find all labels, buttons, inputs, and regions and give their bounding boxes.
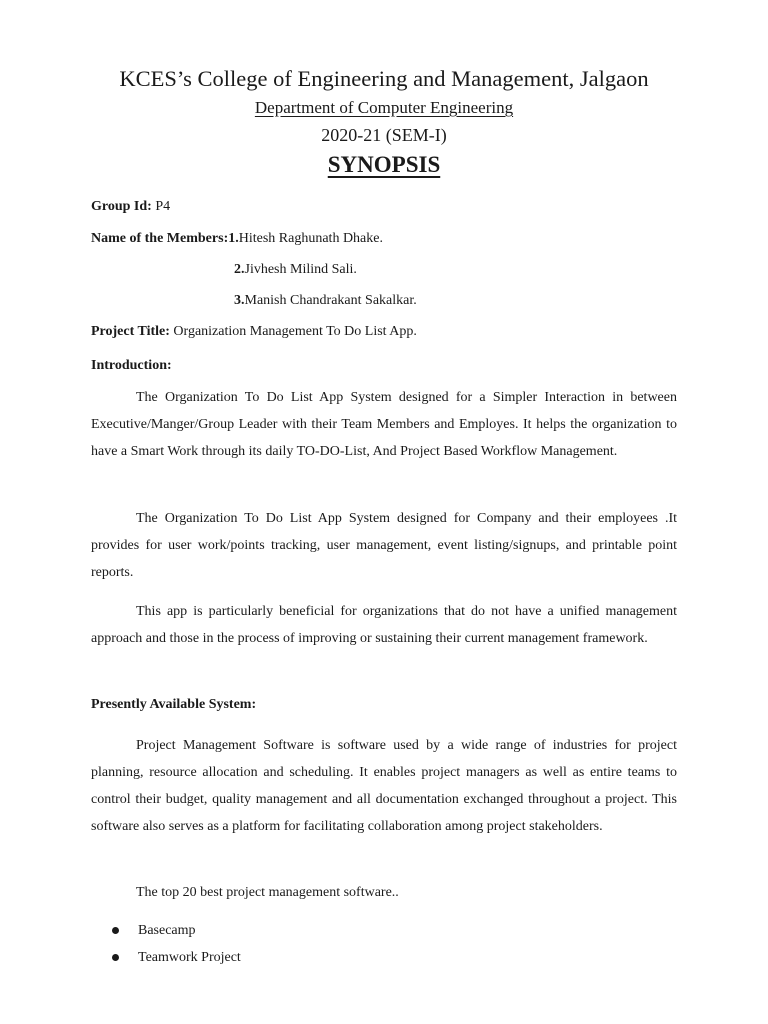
college-name: KCES’s College of Engineering and Management, Jalgaon bbox=[119, 66, 649, 91]
member-number: 2. bbox=[234, 262, 245, 277]
group-id-value: P4 bbox=[155, 199, 171, 214]
present-system-heading: Presently Available System: bbox=[91, 697, 257, 712]
list-intro: The top 20 best project management software.. bbox=[136, 885, 399, 900]
intro-paragraph-3: This app is particularly beneficial for organizations that do not have a unified management approach and those in the process of improving or sustaining their current management framework. bbox=[91, 604, 677, 646]
members-label: Name of the Members: bbox=[91, 231, 229, 246]
present-system-paragraph: Project Management Software is software used by a wide range of industries for project planning, resource allocation and scheduling. It enables project managers as well as entire teams to control their budget, quality management and all documentation exchanged throughout a project. This software also serves as a platform for facilitating collaboration among project stakeholders. bbox=[91, 738, 677, 834]
members-line-2 bbox=[234, 262, 357, 278]
academic-year: 2020-21 (SEM-I) bbox=[321, 125, 447, 145]
member-name: Hitesh Raghunath Dhake. bbox=[238, 231, 383, 246]
member-number: 1. bbox=[228, 231, 239, 246]
project-title-label: Project Title: bbox=[91, 324, 170, 339]
member-name: Manish Chandrakant Sakalkar. bbox=[244, 293, 417, 308]
group-id-label: Group Id: bbox=[91, 199, 152, 214]
member-name: Jivhesh Milind Sali. bbox=[244, 262, 357, 277]
member-number: 3. bbox=[234, 293, 245, 308]
group-id-line bbox=[91, 199, 170, 215]
list-item: Basecamp bbox=[91, 921, 241, 948]
members-line-1 bbox=[91, 231, 383, 247]
bullet-icon bbox=[112, 927, 119, 934]
project-title-value: Organization Management To Do List App. bbox=[173, 324, 417, 339]
members-line-3 bbox=[234, 293, 417, 309]
introduction-heading: Introduction: bbox=[91, 358, 172, 373]
document-title bbox=[0, 152, 768, 178]
bullet-icon bbox=[112, 954, 119, 961]
software-list bbox=[91, 921, 241, 975]
department-text: Department of Computer Engineering bbox=[254, 98, 514, 117]
project-title-line bbox=[91, 324, 417, 340]
list-item: Teamwork Project bbox=[91, 948, 241, 975]
document-title-text: SYNOPSIS bbox=[327, 152, 441, 177]
department-name bbox=[0, 98, 768, 118]
intro-paragraph-1: The Organization To Do List App System designed for a Simpler Interaction in between Executive/Manger/Group Leader with their Team Members and Employes. It helps the organization to have a Smart Work through its daily TO-DO-List, And Project Based Workflow Management. bbox=[91, 390, 677, 459]
intro-paragraph-2: The Organization To Do List App System designed for Company and their employees .It provides for user work/points tracking, user management, event listing/signups, and printable point reports. bbox=[91, 511, 677, 580]
